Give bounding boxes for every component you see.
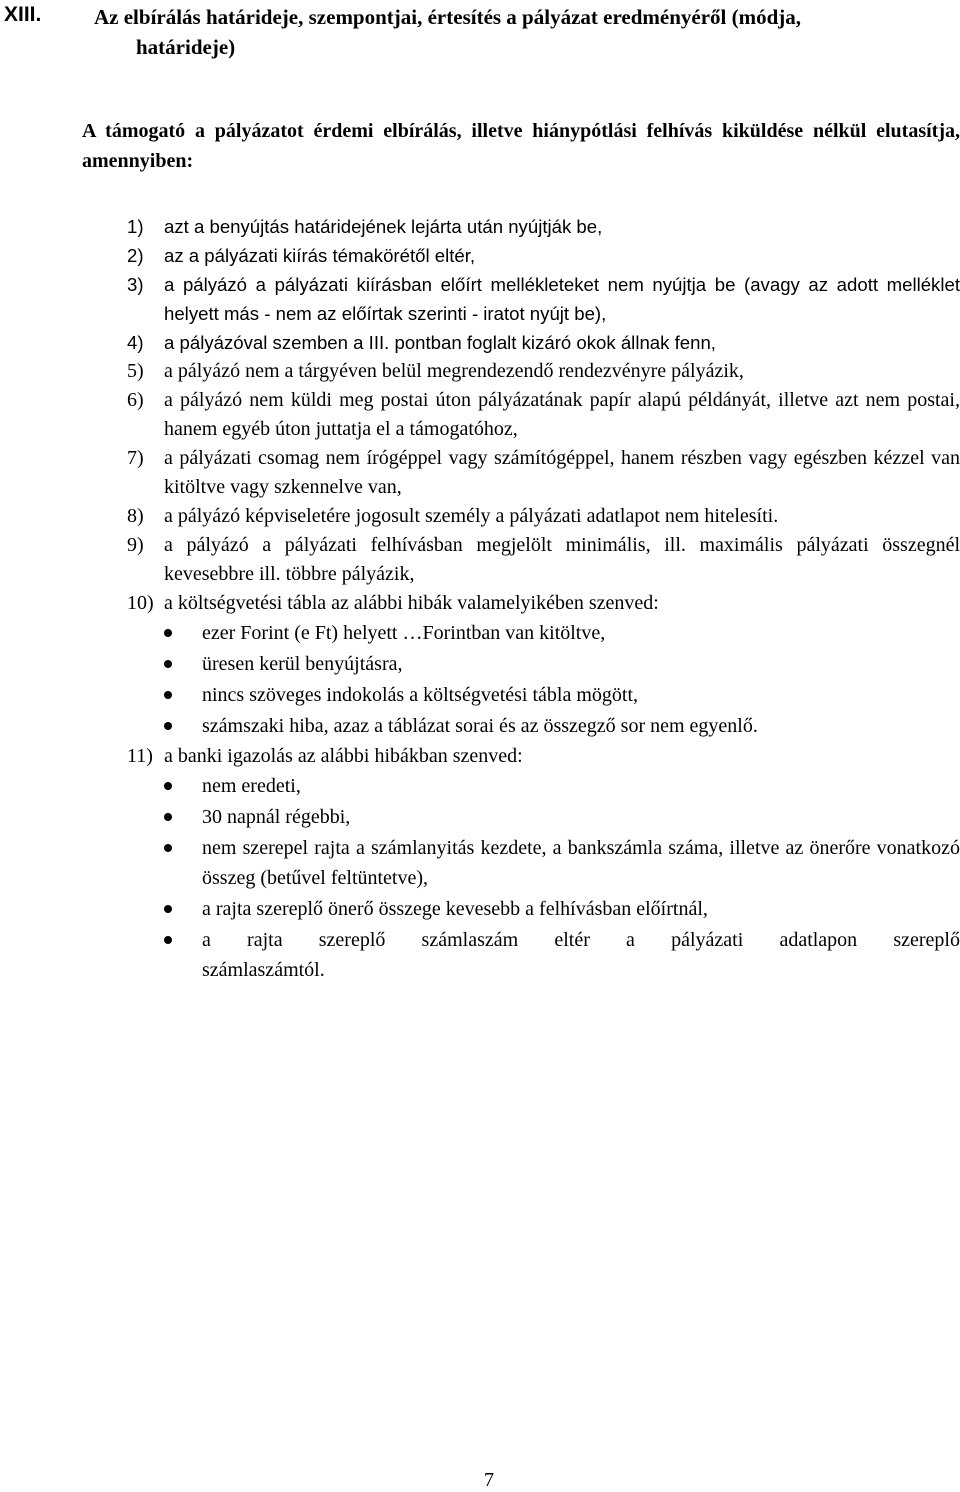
list-item: [0, 241, 960, 270]
list-item-text: a költségvetési tábla az alábbi hibák valamelyikében szenved:: [164, 592, 659, 614]
bullet-icon: [164, 844, 172, 852]
bullet-text: 30 napnál régebbi,: [202, 806, 351, 828]
section-title-line1: Az elbírálás határideje, szempontjai, értesítés a pályázat eredményéről (módja,: [94, 5, 802, 29]
budget-table-errors-list: [0, 618, 960, 741]
list-item: [0, 531, 960, 589]
list-item-number: 2): [127, 245, 144, 266]
bullet-text: számszaki hiba, azaz a táblázat sorai és az összegző sor nem egyenlő.: [202, 715, 758, 737]
list-item: [0, 589, 960, 618]
list-item-text: a pályázó képviseletére jogosult személy a pályázati adatlapot nem hitelesíti.: [164, 505, 779, 527]
list-item-number: 1): [127, 216, 144, 237]
list-item-number: 9): [127, 534, 144, 556]
bullet-icon: [164, 782, 172, 790]
bullet-item: [0, 802, 960, 832]
bullet-text: nincs szöveges indokolás a költségvetési tábla mögött,: [202, 684, 639, 706]
list-item-text: a pályázó a pályázati felhívásban megjelölt minimális, ill. maximális pályázati összegnél kevesebbre ill. többre pályázik,: [164, 534, 960, 585]
bullet-text: üresen kerül benyújtásra,: [202, 653, 403, 675]
bullet-item: [0, 894, 960, 924]
bullet-icon: [164, 936, 172, 944]
section-title-line2: határideje): [136, 35, 236, 59]
list-item: [0, 270, 960, 328]
list-item-text: az a pályázati kiírás témakörétől eltér,: [164, 245, 476, 266]
bullet-item: [0, 618, 960, 648]
list-item-text: a banki igazolás az alábbi hibákban szenved:: [164, 745, 523, 767]
list-item-text: a pályázó nem a tárgyéven belül megrendezendő rendezvényre pályázik,: [164, 360, 744, 382]
bullet-text-line1: a rajta szereplő számlaszám eltér a pályázati adatlapon szereplő: [202, 929, 960, 951]
list-item-text: a pályázó nem küldi meg postai úton pályázatának papír alapú példányát, illetve azt nem postai, hanem egyéb úton juttatja el a támogatóhoz,: [164, 389, 960, 440]
list-item: [0, 444, 960, 502]
list-item-number: 8): [127, 505, 144, 527]
bullet-icon: [164, 660, 172, 668]
bullet-text: ezer Forint (e Ft) helyett …Forintban van kitöltve,: [202, 622, 606, 644]
bullet-icon: [164, 905, 172, 913]
list-item: [0, 212, 960, 241]
bullet-item: [0, 833, 960, 893]
bullet-item: [0, 771, 960, 801]
list-item-number: 5): [127, 360, 144, 382]
bullet-item: [0, 925, 960, 985]
list-item-text: azt a benyújtás határidejének lejárta után nyújtják be,: [164, 216, 603, 237]
list-item: [0, 502, 960, 531]
page-number: 7: [484, 1469, 494, 1491]
bank-certificate-errors-list: [0, 771, 960, 985]
bullet-icon: [164, 691, 172, 699]
list-item: [0, 386, 960, 444]
list-item-text: a pályázó a pályázati kiírásban előírt mellékleteket nem nyújtja be (avagy az adott melléklet helyett más - nem az előírtak szerinti - iratot nyújt be),: [164, 274, 960, 324]
list-item: [0, 742, 960, 771]
list-item-number: 7): [127, 447, 144, 469]
list-item-number: 6): [127, 389, 144, 411]
list-item-number: 4): [127, 332, 144, 353]
bullet-text-line2: számlaszámtól.: [202, 959, 325, 981]
bullet-text: nem eredeti,: [202, 775, 301, 797]
bullet-icon: [164, 813, 172, 821]
section-title: [94, 2, 950, 62]
bullet-icon: [164, 629, 172, 637]
list-item-number: 3): [127, 274, 144, 295]
bullet-icon: [164, 722, 172, 730]
list-item-text: a pályázati csomag nem írógéppel vagy számítógéppel, hanem részben vagy egészben kézzel van kitöltve vagy szkennelve van,: [164, 447, 960, 498]
list-item-text: a pályázóval szemben a III. pontban foglalt kizáró okok állnak fenn,: [164, 332, 716, 353]
list-item: [0, 357, 960, 386]
list-item: [0, 328, 960, 357]
bullet-text: nem szerepel rajta a számlanyitás kezdete, a bankszámla száma, illetve az önerőre vonatkozó összeg (betűvel feltüntetve),: [202, 837, 960, 889]
bullet-item: [0, 649, 960, 679]
intro-paragraph: A támogató a pályázatot érdemi elbírálás, illetve hiánypótlási felhívás kiküldése nélkül elutasítja, amennyiben:: [82, 120, 960, 172]
section-number: XIII.: [4, 3, 42, 26]
list-item-number: 10): [127, 592, 154, 614]
bullet-item: [0, 711, 960, 741]
bullet-text: a rajta szereplő önerő összege kevesebb a felhívásban előírtnál,: [202, 898, 708, 920]
bullet-item: [0, 680, 960, 710]
list-item-number: 11): [127, 745, 153, 767]
rejection-criteria-list: [0, 212, 960, 986]
